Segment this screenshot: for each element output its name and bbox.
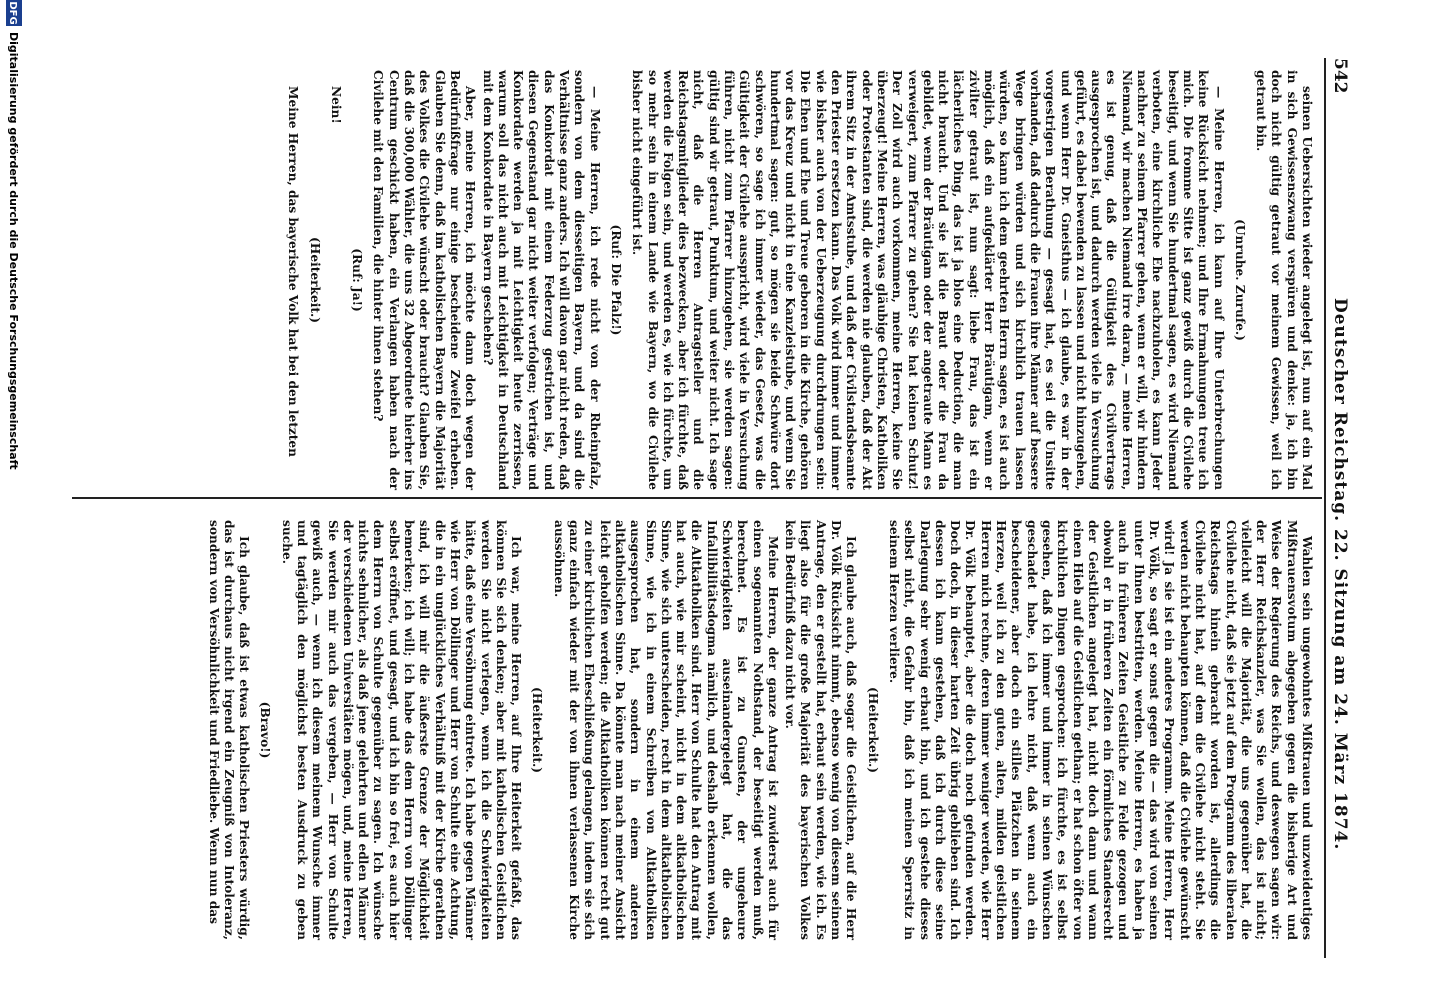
right-paragraph: Ich glaube auch, daß sogar die Geistlichen, auf die Herr Dr. Völk Rücksicht nimmt, ebenso wenig von diesem seinem Antrage, den er gestellt hat, erbaut sein werden, wie ich. Es liegt also für die große Majorität des bayerischen Volkes kein Bedürfniß dazu nicht vor. [783,520,859,940]
left-paragraph: Nein! [328,86,343,124]
left-interjection: (Heiterkeit.) [307,237,322,323]
right-paragraph: Ich glaube, daß ist etwas katholischen Priesters würdig, das ist durchaus nicht irgend ein Zeugniß von Intoleranz, sondern von Versöhnlichkeit und Friedliebe. Wenn nun das [206,520,252,940]
page-header [1324,58,1352,958]
left-paragraph: — Meine Herren, ich kann auf Ihre Unterbrechungen keine Rücksicht nehmen; und Ihre Ermahnungen treue ich mich. Die fromme Sitte ist ganz gewiß durch die Civilehe beseitigt, und wenn Sie hundertmal sagen, es wird Niemand verboten, eine kirchliche Ehe nachzuholen, es kann Jeder nachher zu seinem Pfarrer gehen, wenn er will, wir hindern Niemand, wir machen Niemand irre daran, — meine Herren, es ist genug, daß die Gültigkeit des Civilvertrags ausgesprochen ist, und dadurch werden viele in Versuchung geführt, es dabei bewenden zu lassen und nicht hinzugehen, und wenn Herr Dr. Gneisthus — ich glaube, es war in der vorgestrigen Berathung — gesagt hat, es sei die Unsitte vorhanden, daß dadurch die Frauen ihre Männer auf bessere Wege bringen würden und sich kirchlich trauen lassen würden, so kann ich dem geehrten Herrn sagen, es ist auch möglich, daß ein aufgeklärter Herr Bräutigam, wenn er zivilter getraut ist, nun sagt: liebe Frau, das ist ein lächerliches Ding, das ist ja blos eine Deduction, die man nicht braucht. Und sie ist die Braut oder die Frau da gebildet, wenn der Bräutigam oder der angetraute Mann es verweigert, zum Pfarrer zu gehen? Sie hat keinen Schutz! Der Zoll wird auch vorkommen, meine Herren, keine Sie überzeugt! Meine Herren, was gläubige Christen, Katholiken oder Protestanten sind, die werden nie glauben, daß der Akt ihrem Sitz in der Amtsstube, und daß der Civilstandsbeamte den Priester ersetzen kann. Das Volk wird immer und immer wie bisher auch von der Ueberzeugung durchdrungen sein: Die Ehen und Ehe und Treue geboren in die Kirche, gehören vor das Kreuz und nicht in eine Kanzleistube, und wenn Sie hundertmal sagen: gut, so mögen sie beide Schwüre dort schwören, so sage ich immer wieder, das Gesetz, was die Gültigkeit der Civilehe ausspricht, wird viele in Versuchung führen, nicht zum Pfarrer hinzugehen, sie werden sagen: gültig sind wir getraut, Punktum, und weiter nicht. Ich sage nicht, daß die Herren Antragsteller und die Reichstagsmitglieder dies bezwecken, aber ich fürchte, daß werden die Folgen sein, und werden es, wie ich fürchte, um so mehr sein in einem Lande wie Bayern, wo die Civilehe bisher nicht eingeführt ist. [630,70,1226,490]
right-column [203,520,1314,940]
page-title: Deutscher Reichstag. 22. Sitzung am 24. März 1874. [1330,298,1350,851]
right-interjection: (Heiterkeit.) [530,687,545,773]
left-interjection: (Ruf: Ja!) [350,248,365,312]
dfg-logo [6,0,22,26]
left-paragraph: Aber, meine Herren, ich möchte dann doch wegen der Bedürfnißfrage nur einige bescheidene Zweifel erheben. Glauben Sie denn, daß im katholischen Bayern die Majorität des Volkes die Civilehe wünscht oder braucht? Glauben Sie, daß die 300,000 Wähler, die uns 32 Abgeordnete hierher ins Centrum geschickt haben, ein Verlangen haben nach der Civilehe mit den Familien, die hinter ihnen stehen? [371,70,478,490]
left-paragraph: seinen Uebersichten wieder angelegt ist, nun auf ein Mal in sich Gewissenszwang verspüren und denke: ja, ich bin doch nicht gültig getraut vor meinem Gewissen, weil ich getraut bin. [1254,70,1314,490]
left-interjection: (Unruhe. Zurufe.) [1232,219,1247,341]
right-paragraph: Wahlen sein ungewohntes Mißtrauen und unzweideutiges Mißtrauensvotum abgegeben gegen die bisherige Art und Weise der Regierung des Reichs, und deswegen sagen wir: der Herr Reichskanzler, was Sie wollen, das ist nicht; vielleicht will die Majorität, die uns gegenüber hat, die Civilehe nicht, daß sie jetzt auf dem Programm des liberalen Reichstags hinein gebracht worden ist, allerdings die Civilehe nicht hat, auf dem die Civilehe nicht steht. Sie werden nicht behaupten können, daß die Civilehe gewünscht wird! Ja sie ist ein anderes Programm. Meine Herren, Herr Dr. Völk, so sagt er sonst gegen die — das wird von seinen unter Ihnen bestritten, werden. Meine Herren, es haben ja auch in früheren Zeiten Geistliche zu Felde gezogen und obwohl er in früheren Zeiten ein förmliches Standesrecht der Geistlichen angelegt hat, nicht doch dann und wann einen Hieb auf die Geistlichen gethan; er hat schon öfter von kirchlichen Dingen gesprochen: ich fürchte, es ist selbst gesehen, daß ich immer und immer in seinen Wünschen geschadet habe, ich lehre nicht, daß wenn auch ein bescheidener, aber doch ein stilles Plätzchen in seinem Herzen, weil ich zu den guten, alten, milden geistlichen Herren mich rechne, deren immer weniger werden, wie Herr Dr. Völk behauptet, aber die doch noch gefunden werden. Doch doch, in dieser harten Zeit übrig geblieben sind. Ich dessen ich kann gestehen, daß ich durch diese seine Darlegung sehr wenig erbaut bin, und ich gestehe dieses selbst nicht, die Gefahr bin, daß ich meinen Sperrsitz in seinem Herzen verliere. [886,520,1314,940]
left-interjection: (Ruf: Die Pfalz!) [608,224,623,336]
digitization-credit [0,0,22,1000]
credit-text: Digitalisierung gefördert durch die Deutsche Forschungsgemeinschaft [7,32,20,470]
left-column [283,70,1314,490]
page-number: 542 [1330,58,1350,94]
right-paragraph: Meine Herren, der ganze Antrag ist zuwiderst auch für einen sogenannten Nothstand, der beseitigt werden muß, berechnet. Es ist zu Gunsten, der ungeheure Schwierigkeiten auseinandergelegt hat, die das Infallibilitätsdogma nämlich, und deshalb erkennen wollen, die Altkatholiken sind. Herr von Schulte hat den Antrag mit hat auch, wie mir scheint, nicht in dem altkatholischen Sinne, wie sich unterscheiden, recht in dem altkatholischen Sinne, wie ich in einem Schreiben von Altkatholiken ausgesprochen hat, sondern in einem anderen altkatholischen Sinne. Da könnte man nach meiner Ansicht leicht geholfen werden; die Altkatholiken können recht gut zu einer kirchlichen Eheschließung gelangen, indem sie sich ganz einfach wieder mit der von ihnen verlassenen Kirche aussöhnen. [551,520,780,940]
right-paragraph: Ich war, meine Herren, auf Ihre Heiterkeit gefaßt, das können Sie sich denken; aber mit katholischen Geistlichen werden Sie nicht verlegen, wenn ich die Schwierigkeiten hätte, daß eine Versöhnung eintrete. Ich habe gegen Männer wie Herr von Döllinger und Herr von Schulte eine Achtung, die in ein unglückliches Verhältniß mit der Kirche gerathen sind, ich will mir die äußerste Grenze der Möglichkeit bemerken; ich will; ich habe das dem Herrn von Döllinger selbst eröffnet, und gesagt, und ich bin so frei, es auch hier dem Herrn von Schulte gegenüber zu sagen. Ich wünsche nichts sehnlicher, als daß jene gelehrten und edlen Männer der verschiedenen Universitäten mögen, und, meine Herren, Sie werden mir auch das vergeben, — Herr von Schulte gewiß auch, — wenn ich diesem meinem Wunsche immer und tagtäglich den möglichst besten Ausdruck zu geben suche. [279,520,524,940]
column-divider [72,497,1322,499]
right-interjection: (Heiterkeit.) [865,687,880,773]
left-paragraph: — Meine Herren, ich rede nicht von der Rheinpfalz, sondern von dem diesseitigen Bayern, und da sind die Verhältnisse ganz anders. Ich will davon gar nicht reden, daß das Konkordat mit einem Federzug gestrichen ist, und diesen Gegenstand gar nicht weiter verfolgen; Verträge und Konkordate werden ja mit Leichtigkeit heute zerrissen, warum soll das nicht auch mit Leichtigkeit in Deutschland mit dem Konkordate in Bayern geschehen? [480,70,602,490]
dfg-logo-text: DFG [7,1,18,25]
left-paragraph: Meine Herren, das bayerische Volk hat bei den letzten [286,86,301,458]
right-interjection: (Bravo!) [258,701,273,759]
